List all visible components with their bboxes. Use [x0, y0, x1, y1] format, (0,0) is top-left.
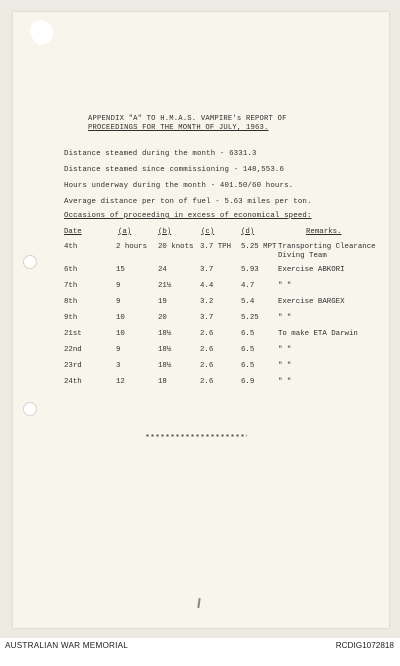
cell-date: 7th [64, 282, 78, 290]
column-header-a: (a) [118, 228, 132, 236]
footer-reference: RCDIG1072818 [335, 641, 394, 650]
cell-b: 18½ [158, 330, 172, 338]
hours-underway: Hours underway during the month - 401.50/60 hours. [64, 182, 294, 190]
cell-b: 18½ [158, 362, 172, 370]
cell-d: 5.93 [241, 266, 259, 274]
cell-d: 6.5 [241, 330, 255, 338]
cell-date: 24th [64, 378, 82, 386]
cell-c: 2.6 [200, 330, 214, 338]
cell-c: 3.7 [200, 266, 214, 274]
cell-a: 15 [116, 266, 125, 274]
column-header-date: Date [64, 228, 82, 236]
cell-b: 20 [158, 314, 167, 322]
appendix-title-line1: APPENDIX "A" TO H.M.A.S. VAMPIRE's REPORT OF [88, 115, 287, 123]
cell-a: 12 [116, 378, 125, 386]
cell-a: 3 [116, 362, 121, 370]
cell-d: 6.9 [241, 378, 255, 386]
cell-remarks: To make ETA Darwin [278, 330, 358, 338]
cell-remarks: Exercise ABKORI [278, 266, 345, 274]
cell-date: 23rd [64, 362, 82, 370]
cell-d: 4.7 [241, 282, 255, 290]
appendix-title-line2: PROCEEDINGS FOR THE MONTH OF JULY, 1963. [88, 124, 269, 132]
cell-c: 2.6 [200, 346, 214, 354]
cell-b: 19 [158, 298, 167, 306]
cell-c: 2.6 [200, 362, 214, 370]
punch-hole-lower [23, 402, 37, 416]
cell-b: 20 knots [158, 243, 194, 251]
cell-remarks: Exercise BARGEX [278, 298, 345, 306]
cell-b: 21½ [158, 282, 172, 290]
cell-d: 5.4 [241, 298, 255, 306]
cell-b: 24 [158, 266, 167, 274]
cell-remarks: " " [278, 378, 292, 386]
cell-date: 6th [64, 266, 78, 274]
cell-c: 3.7 TPH [200, 243, 232, 251]
cell-b: 18½ [158, 346, 172, 354]
cell-c: 4.4 [200, 282, 214, 290]
column-header-d: (d) [241, 228, 255, 236]
column-header-c: (c) [201, 228, 215, 236]
average-distance: Average distance per ton of fuel - 5.63 miles per ton. [64, 198, 312, 206]
cell-c: 3.2 [200, 298, 214, 306]
cell-a: 10 [116, 330, 125, 338]
footer-credit: AUSTRALIAN WAR MEMORIAL [5, 641, 129, 650]
cell-c: 3.7 [200, 314, 214, 322]
column-header-remarks: Remarks. [306, 228, 342, 236]
cell-remarks: " " [278, 346, 292, 354]
cell-date: 4th [64, 243, 78, 251]
cell-a: 9 [116, 282, 121, 290]
cell-date: 21st [64, 330, 82, 338]
section-divider [145, 434, 247, 437]
cell-date: 22nd [64, 346, 82, 354]
occasions-heading: Occasions of proceeding in excess of economical speed: [64, 212, 312, 220]
cell-remarks: " " [278, 314, 292, 322]
cell-d: 6.5 [241, 346, 255, 354]
cell-a: 10 [116, 314, 125, 322]
distance-month: Distance steamed during the month - 6331.3 [64, 150, 257, 158]
distance-commissioning: Distance steamed since commissioning - 148,553.6 [64, 166, 285, 174]
cell-remarks: " " [278, 362, 292, 370]
cell-remarks: " " [278, 282, 292, 290]
cell-a: 9 [116, 298, 121, 306]
cell-c: 2.6 [200, 378, 214, 386]
cell-date: 9th [64, 314, 78, 322]
punch-hole-upper [23, 255, 37, 269]
cell-remarks: Transporting Clearance Diving Team [278, 243, 376, 260]
cell-a: 2 hours [116, 243, 148, 251]
cell-d: 5.25 [241, 314, 259, 322]
column-header-b: (b) [158, 228, 172, 236]
cell-d: 6.5 [241, 362, 255, 370]
cell-date: 8th [64, 298, 78, 306]
cell-a: 9 [116, 346, 121, 354]
cell-b: 18 [158, 378, 167, 386]
cell-d: 5.25 MPT [241, 243, 277, 251]
